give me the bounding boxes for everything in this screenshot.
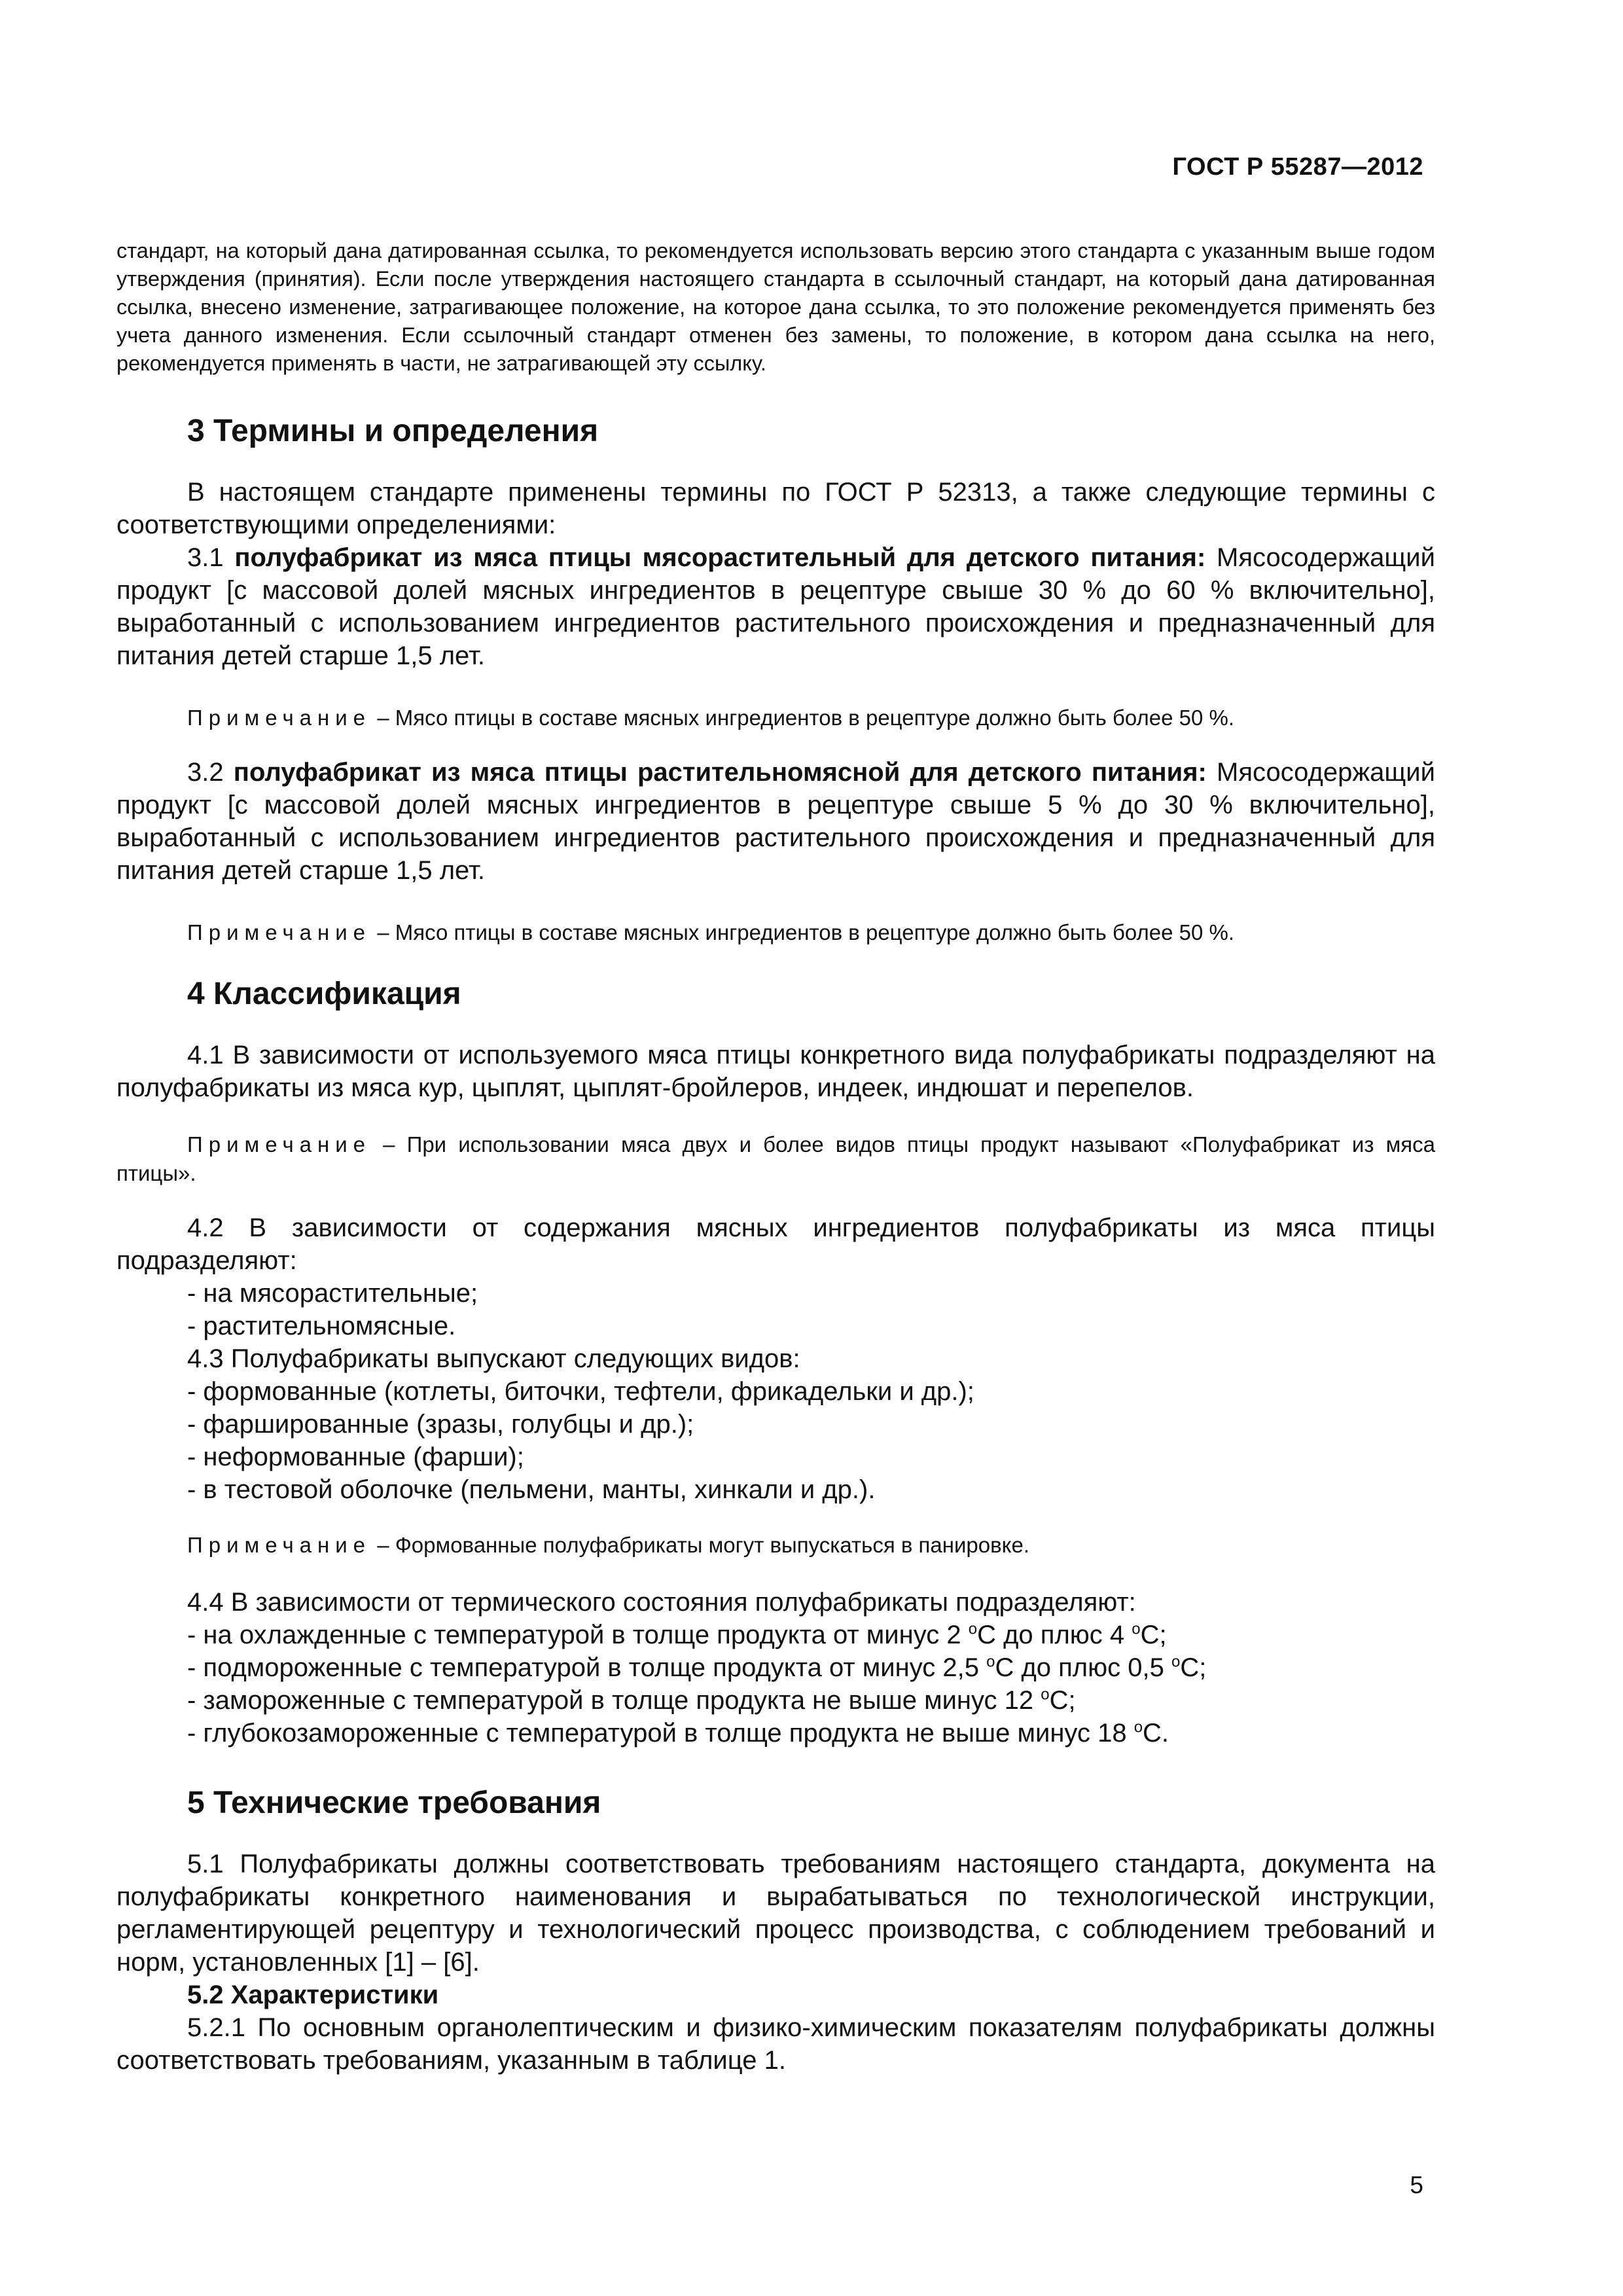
- document-id-header: ГОСТ Р 55287—2012: [1172, 153, 1423, 181]
- note-label: Примечание: [187, 920, 372, 944]
- list-item: - подмороженные с температурой в толще продукта от минус 2,5 $^o$С до плюс 0,5 $^o$С;: [187, 1653, 1207, 1682]
- term-3-1-term: полуфабрикат из мяса птицы мясорастительный для детского питания:: [234, 543, 1206, 572]
- intro-paragraph: стандарт, на который дана датированная ссылка, то рекомендуется использовать версию этого стандарта с указанным выше годом утверждения (принятия). Если после утверждения настоящего стандарта в ссылочный стандарт, на который дана датированная ссылка, внесено изменение, затрагивающее положение, на которое дана ссылка, то это положение рекомендуется применять без учета данного изменения. Если ссылочный стандарт отменен без замены, то положение, в котором дана ссылка на него, рекомендуется применять в части, не затрагивающей эту ссылку.: [116, 239, 1435, 375]
- degree-sign: o: [1133, 1718, 1143, 1736]
- note-label: Примечание: [187, 706, 372, 730]
- term-3-1-number: 3.1: [187, 543, 224, 572]
- term-3-2: [116, 756, 1435, 887]
- page-number: 5: [1410, 2172, 1423, 2198]
- clause-4-3: 4.3 Полуфабрикаты выпускают следующих видов:: [187, 1344, 800, 1373]
- term-3-2-number: 3.2: [187, 758, 224, 787]
- list-item: - формованные (котлеты, биточки, тефтели, фрикадельки и др.);: [187, 1377, 974, 1406]
- list-item: - в тестовой оболочке (пельмени, манты, хинкали и др.).: [187, 1475, 876, 1504]
- degree-sign: o: [968, 1620, 978, 1638]
- term-3-1: [116, 541, 1435, 672]
- section-4-title: 4 Классификация: [187, 977, 461, 1011]
- list-item: - на мясорастительные;: [187, 1279, 478, 1308]
- note-text: – При использовании мяса двух и более видов птицы продукт называют «Полуфабрикат из мяса птицы».: [116, 1132, 1436, 1185]
- list-item: - на охлажденные с температурой в толще продукта от минус 2 $^o$С до плюс 4 $^o$С;: [187, 1620, 1167, 1649]
- note-label: Примечание: [187, 1533, 372, 1557]
- note-4-3: [116, 1531, 1435, 1560]
- degree-sign: o: [1171, 1653, 1181, 1671]
- note-4-1: [116, 1130, 1435, 1188]
- list-item: - растительномясные.: [187, 1312, 456, 1340]
- note-text: – Мясо птицы в составе мясных ингредиентов в рецептуре должно быть более 50 %.: [377, 920, 1235, 944]
- list-item: - фаршированные (зразы, голубцы и др.);: [187, 1410, 694, 1439]
- note-3-1: [116, 704, 1435, 732]
- note-label: Примечание: [187, 1132, 372, 1157]
- term-3-2-term: полуфабрикат из мяса птицы растительномясной для детского питания:: [233, 758, 1207, 787]
- term-3-2-definition: Мясосодержащий продукт [с массовой долей мясных ингредиентов в рецептуре свыше 5 % до 30 % включительно], выработанный с использованием ингредиентов растительного происхождения и предназначенный для питания детей старше 1,5 лет.: [116, 758, 1435, 885]
- note-text: – Мясо птицы в составе мясных ингредиентов в рецептуре должно быть более 50 %.: [377, 706, 1235, 730]
- list-item: - глубокозамороженные с температурой в толще продукта не выше минус 18 $^o$С.: [187, 1718, 1169, 1748]
- note-3-2: [116, 918, 1435, 947]
- clause-5-1: 5.1 Полуфабрикаты должны соответствовать требованиям настоящего стандарта, документа на полуфабрикаты конкретного наименования и вырабатываться по технологической инструкции, регламентирующей рецептуру и технологический процесс производства, с соблюдением требований и норм, установленных [1] – [6].: [116, 1850, 1435, 1977]
- degree-sign: o: [1132, 1620, 1141, 1638]
- degree-sign: o: [986, 1653, 995, 1671]
- term-3-1-definition: Мясосодержащий продукт [с массовой долей мясных ингредиентов в рецептуре свыше 30 % до 60 % включительно], выработанный с использованием ингредиентов растительного происхождения и предназначенный для питания детей старше 1,5 лет.: [116, 543, 1435, 670]
- clause-4-2: 4.2 В зависимости от содержания мясных ингредиентов полуфабрикаты из мяса птицы подразделяют:: [116, 1213, 1435, 1275]
- page-content: [116, 237, 1435, 2077]
- list-item: - неформованные (фарши);: [187, 1443, 524, 1471]
- clause-5-2-1: 5.2.1 По основным органолептическим и физико-химическим показателям полуфабрикаты должны соответствовать требованиям, указанным в таблице 1.: [116, 2013, 1435, 2075]
- clause-4-4: 4.4 В зависимости от термического состояния полуфабрикаты подразделяют:: [187, 1588, 1136, 1617]
- clause-4-1: 4.1 В зависимости от используемого мяса птицы конкретного вида полуфабрикаты подразделяют на полуфабрикаты из мяса кур, цыплят, цыплят-бройлеров, индеек, индюшат и перепелов.: [116, 1041, 1435, 1102]
- clause-5-2-heading: 5.2 Характеристики: [187, 1981, 439, 2009]
- section-5-title: 5 Технические требования: [187, 1785, 601, 1820]
- note-text: – Формованные полуфабрикаты могут выпускаться в панировке.: [377, 1533, 1030, 1557]
- section-3-intro: В настоящем стандарте применены термины по ГОСТ Р 52313, а также следующие термины с соответствующими определениями:: [116, 478, 1435, 539]
- section-3-title: 3 Термины и определения: [187, 414, 599, 448]
- degree-sign: o: [1041, 1685, 1050, 1704]
- list-item: - замороженные с температурой в толще продукта не выше минус 12 $^o$С;: [187, 1685, 1076, 1715]
